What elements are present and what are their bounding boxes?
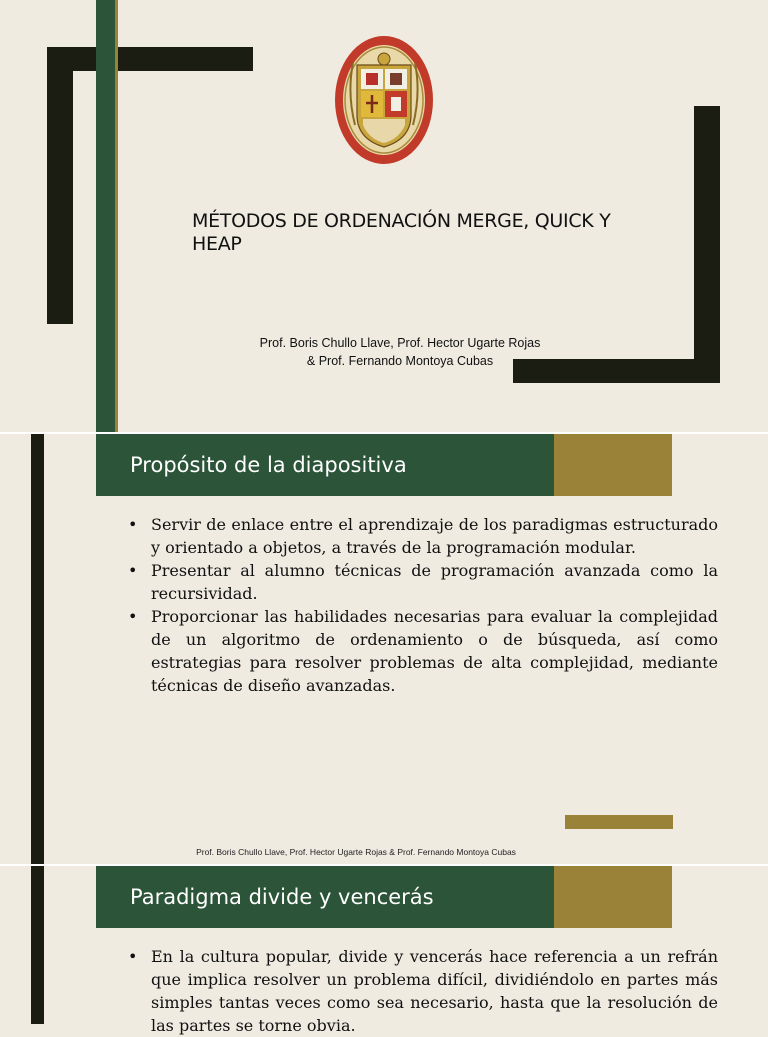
bullet-list bbox=[128, 945, 718, 1037]
presentation-title: MÉTODOS DE ORDENACIÓN MERGE, QUICK Y HEAP bbox=[192, 210, 611, 255]
list-item: • Presentar al alumno técnicas de programación avanzada como la recursividad. bbox=[128, 559, 718, 605]
header-gold-block bbox=[554, 866, 672, 928]
purpose-slide bbox=[0, 434, 768, 864]
left-dark-bar bbox=[31, 866, 44, 1024]
authors bbox=[220, 334, 580, 370]
slide-header bbox=[96, 434, 554, 496]
list-item: • En la cultura popular, divide y vencerás hace referencia a un refrán que implica resolver un problema difícil, dividiéndolo en partes más simples tantas veces como sea necesario, hasta que la resolución de las partes se torne obvia. bbox=[128, 945, 718, 1037]
green-vertical-stripe bbox=[96, 0, 118, 432]
frame-bottom-right-vertical bbox=[694, 106, 720, 383]
title-slide bbox=[0, 0, 768, 432]
authors-line-1: Prof. Boris Chullo Llave, Prof. Hector Ugarte Rojas bbox=[259, 336, 541, 350]
list-item: • Proporcionar las habilidades necesarias para evaluar la complejidad de un algoritmo de ordenamiento o de búsqueda, así como estrategias para resolver problemas de alta complejidad, mediante técnicas de diseño avanzadas. bbox=[128, 605, 718, 697]
university-coat-of-arms-icon bbox=[333, 33, 435, 167]
authors-line-2: & Prof. Fernando Montoya Cubas bbox=[306, 354, 494, 368]
divide-and-conquer-slide bbox=[0, 866, 768, 1035]
bullet-list bbox=[128, 513, 718, 697]
slide-footer: Prof. Boris Chullo Llave, Prof. Hector Ugarte Rojas & Prof. Fernando Montoya Cubas bbox=[196, 847, 516, 857]
gold-accent-strip bbox=[565, 815, 673, 829]
left-dark-bar bbox=[31, 434, 44, 864]
frame-top-left-horizontal bbox=[47, 47, 253, 71]
slide-header bbox=[96, 866, 554, 928]
header-gold-block bbox=[554, 434, 672, 496]
slide-heading: Paradigma divide y vencerás bbox=[130, 885, 434, 909]
frame-top-left-vertical bbox=[47, 47, 73, 324]
list-item: • Servir de enlace entre el aprendizaje de los paradigmas estructurado y orientado a objetos, a través de la programación modular. bbox=[128, 513, 718, 559]
slide-heading: Propósito de la diapositiva bbox=[130, 453, 407, 477]
